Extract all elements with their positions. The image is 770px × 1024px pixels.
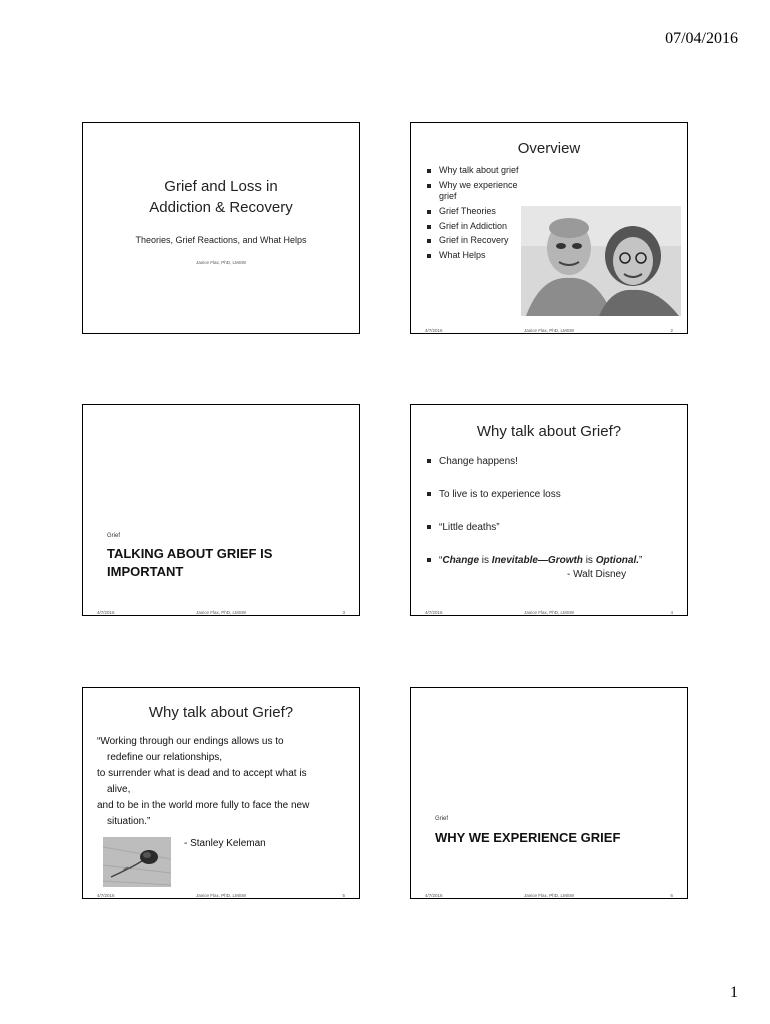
slide-number: 3 <box>342 610 345 615</box>
list-item: Grief Theories <box>427 206 537 218</box>
elderly-couple-photo-icon <box>521 206 681 316</box>
quote-inevitable: Inevitable—Growth <box>491 555 583 566</box>
slide-number: 4 <box>670 610 673 615</box>
slide-1-title-line2: Addiction & Recovery <box>149 199 293 216</box>
wilted-rose-photo-icon <box>103 837 171 887</box>
quote-line: redefine our relationships, <box>107 752 223 763</box>
slide-1-presenter: Janice Flax, PhD, LMSW <box>195 260 246 265</box>
footer-date: 4/7/2016 <box>97 610 115 615</box>
slide-number: 6 <box>670 893 673 898</box>
slide-5-quote <box>97 734 347 830</box>
slide-5 <box>82 687 360 899</box>
slide-6 <box>410 687 688 899</box>
quote-change: Change <box>442 555 480 566</box>
quote-line: alive, <box>107 784 131 795</box>
slide-1 <box>82 122 360 334</box>
slide-1-title-line1: Grief and Loss in <box>164 178 278 195</box>
quote-line: and to be in the world more fully to face the new <box>97 800 310 811</box>
slide-number: 2 <box>670 328 673 333</box>
slide-1-subtitle: Theories, Grief Reactions, and What Helps <box>135 235 307 245</box>
footer-author: Janice Flax, PhD, LMSW <box>523 610 574 615</box>
list-item <box>427 554 677 567</box>
slide-4-bullet-list <box>427 455 677 567</box>
page-date: 07/04/2016 <box>665 30 738 47</box>
quote-is: is <box>582 555 596 566</box>
list-item: Grief in Recovery <box>427 235 537 247</box>
list-item: Grief in Addiction <box>427 221 537 233</box>
quote-close: ” <box>639 555 643 566</box>
slide-3-title: TALKING ABOUT GRIEF IS IMPORTANT <box>107 546 273 580</box>
slide-3 <box>82 404 360 616</box>
list-item: Change happens! <box>427 455 677 468</box>
quote-line: “Working through our endings allows us to <box>97 736 284 747</box>
slide-5-heading: Why talk about Grief? <box>148 704 294 721</box>
slide-number: 5 <box>342 893 345 898</box>
slide-3-kicker: Grief <box>107 533 121 539</box>
slide-2 <box>410 122 688 334</box>
slide-4-attribution: - Walt Disney <box>567 569 627 580</box>
quote-open: “ <box>439 555 443 566</box>
list-item: “Little deaths” <box>427 521 677 534</box>
footer-author: Janice Flax, PhD, LMSW <box>523 893 574 898</box>
slide-6-title: WHY WE EXPERIENCE GRIEF <box>435 830 621 845</box>
footer-date: 4/7/2016 <box>425 328 443 333</box>
list-item: What Helps <box>427 250 537 262</box>
footer-author: Janice Flax, PhD, LMSW <box>523 328 574 333</box>
list-item: To live is to experience loss <box>427 488 677 501</box>
slide-5-attribution: - Stanley Keleman <box>184 838 266 849</box>
slide-6-kicker: Grief <box>435 816 449 822</box>
quote-is: is <box>479 555 492 566</box>
quote-line: situation.” <box>107 816 151 827</box>
page-number: 1 <box>730 984 738 1001</box>
footer-date: 4/7/2016 <box>97 893 115 898</box>
list-item: Why we experience grief <box>427 180 537 203</box>
footer-author: Janice Flax, PhD, LMSW <box>195 610 246 615</box>
footer-date: 4/7/2016 <box>425 610 443 615</box>
slide-4 <box>410 404 688 616</box>
quote-optional: Optional. <box>595 555 640 566</box>
slide-4-heading: Why talk about Grief? <box>476 423 622 440</box>
footer-date: 4/7/2016 <box>425 893 443 898</box>
list-item: Why talk about grief <box>427 165 537 177</box>
quote-line: to surrender what is dead and to accept what is <box>97 768 307 779</box>
slide-2-heading: Overview <box>517 140 581 157</box>
footer-author: Janice Flax, PhD, LMSW <box>195 893 246 898</box>
